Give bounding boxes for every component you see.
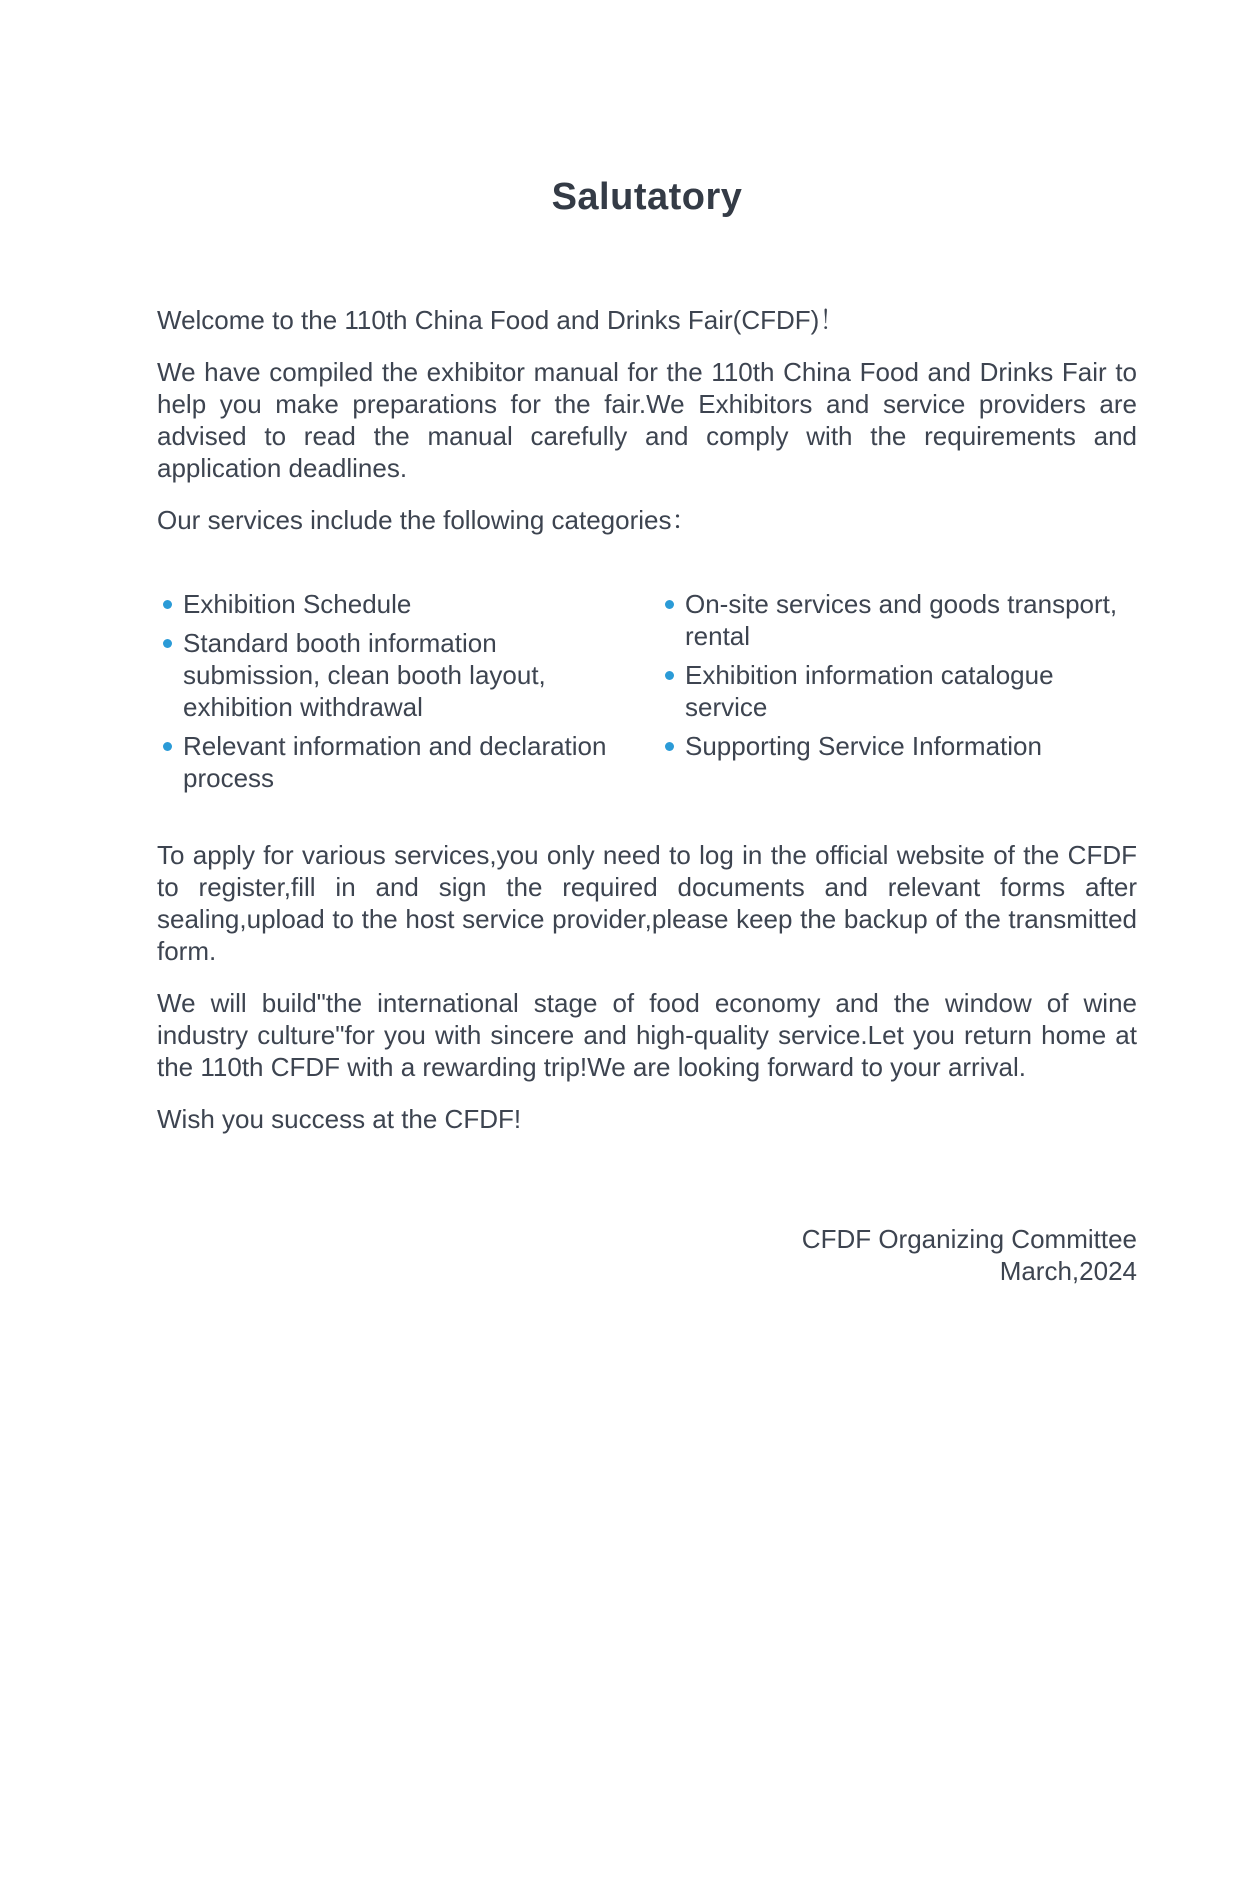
service-item-label: Standard booth information submission, clean booth layout, exhibition withdrawal — [183, 628, 546, 722]
service-item-label: Relevant information and declaration process — [183, 731, 607, 793]
service-item-label: Exhibition Schedule — [183, 589, 412, 619]
apply-paragraph: To apply for various services,you only need to log in the official website of the CFDF to register,fill in and sign the required documents and relevant forms after sealing,upload to the host service provider,please keep the backup of the transmitted form. — [157, 840, 1137, 966]
build-paragraph: We will build"the international stage of food economy and the window of wine industry culture"for you with sincere and high-quality service.Let you return home at the 110th CFDF with a rewarding trip!We are looking forward to your arrival. — [157, 988, 1137, 1082]
signature-date: March,2024 — [999, 1256, 1137, 1286]
services-lead-paragraph: Our services include the following categories： — [157, 505, 698, 535]
page-title: Salutatory — [551, 176, 743, 218]
bullet-icon — [665, 671, 674, 680]
bullet-icon — [665, 600, 674, 609]
service-item — [659, 730, 1137, 762]
service-item — [659, 659, 1137, 723]
intro-paragraph: We have compiled the exhibitor manual for the 110th China Food and Drinks Fair to help you make preparations for the fair.We Exhibitors and service providers are advised to read the manual carefully and comply with the requirements and application deadlines. — [157, 357, 1137, 483]
bullet-icon — [163, 742, 172, 751]
wish-paragraph: Wish you success at the CFDF! — [157, 1104, 522, 1134]
service-item — [157, 730, 635, 794]
service-item — [157, 588, 635, 620]
service-item — [659, 588, 1137, 652]
bullet-icon — [163, 639, 172, 648]
service-item — [157, 627, 635, 723]
bullet-icon — [665, 742, 674, 751]
bullet-icon — [163, 600, 172, 609]
services-right-column — [659, 588, 1137, 801]
services-left-column — [157, 588, 635, 801]
service-item-label: Supporting Service Information — [685, 731, 1042, 761]
welcome-paragraph: Welcome to the 110th China Food and Drinks Fair(CFDF)！ — [157, 305, 846, 335]
service-item-label: Exhibition information catalogue service — [685, 660, 1054, 722]
service-item-label: On-site services and goods transport, rental — [685, 589, 1118, 651]
signature-committee: CFDF Organizing Committee — [801, 1224, 1137, 1254]
services-section — [157, 588, 1137, 801]
signature-block — [157, 1223, 1137, 1287]
